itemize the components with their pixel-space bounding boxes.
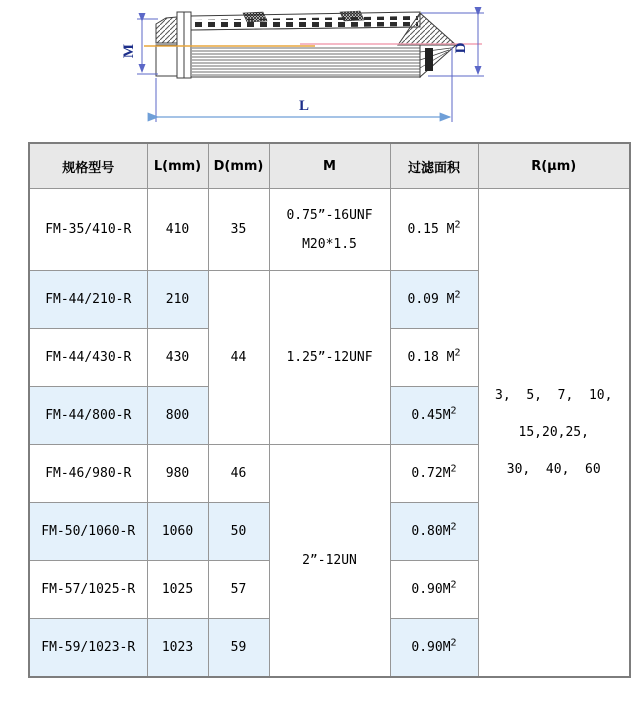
pleat-lines [192,48,452,75]
cell-area [390,189,478,271]
area-sup: 2 [454,347,461,359]
cell-length: 410 [147,189,208,271]
thread-line-2: M20*1.5 [302,236,357,252]
cell-model: FM-59/1023-R [29,619,147,677]
area-sup: 2 [450,405,457,417]
dimension-label-m: M [121,43,137,59]
area-value: 0.09 M [407,292,455,307]
cell-length: 1060 [147,503,208,561]
cell-micron-merged [478,189,630,677]
cell-area [390,387,478,445]
cell-thread-merged: 2”-12UN [269,445,390,677]
cell-model: FM-35/410-R [29,189,147,271]
area-value: 0.45M [411,408,451,423]
cell-area [390,561,478,619]
column-header-micron: R(μm) [478,143,630,189]
area-value: 0.80M [411,524,451,539]
cell-area [390,271,478,329]
cell-model: FM-50/1060-R [29,503,147,561]
cell-model: FM-57/1025-R [29,561,147,619]
cell-diameter: 46 [208,445,269,503]
header-row [29,143,630,189]
cell-length: 1023 [147,619,208,677]
cell-length: 1025 [147,561,208,619]
dimension-label-d: D [453,42,469,54]
spec-table [28,142,631,678]
area-sup: 2 [450,579,457,591]
micron-line-2: 15,20,25, [518,424,589,440]
micron-line-1: 3, 5, 7, 10, [495,387,613,403]
dimension-l [156,47,452,122]
cell-diameter: 57 [208,561,269,619]
column-header-length: L(mm) [147,143,208,189]
area-value: 0.90M [411,582,451,597]
cell-area [390,445,478,503]
collar [177,12,184,78]
area-value: 0.18 M [407,350,455,365]
cell-length: 800 [147,387,208,445]
cell-thread [269,189,390,271]
area-sup: 2 [450,637,457,649]
cell-diameter: 35 [208,189,269,271]
area-value: 0.90M [411,639,451,655]
area-sup: 2 [454,289,461,301]
column-header-diameter: D(mm) [208,143,269,189]
cell-length: 210 [147,271,208,329]
weld-patch [243,12,267,22]
cell-area [390,329,478,387]
cell-thread-merged: 1.25”-12UNF [269,271,390,445]
cell-model: FM-46/980-R [29,445,147,503]
cell-model: FM-44/430-R [29,329,147,387]
thread-line-1: 0.75”-16UNF [286,207,373,223]
technical-drawing [0,0,634,140]
area-value: 0.15 M [407,222,455,237]
table-row [29,189,630,271]
seal-bar [425,48,433,71]
column-header-thread: M [269,143,390,189]
dimension-label-l: L [298,98,310,114]
micron-line-3: 30, 40, 60 [506,461,601,477]
cell-length: 430 [147,329,208,387]
thread-end [156,12,191,78]
cell-length: 980 [147,445,208,503]
area-sup: 2 [450,521,457,533]
weld-patch [340,11,364,21]
cell-area [390,619,478,677]
cell-model: FM-44/210-R [29,271,147,329]
area-sup: 2 [454,219,461,231]
area-value: 0.72M [411,466,451,481]
collar [184,12,191,78]
cell-diameter: 59 [208,619,269,677]
cell-diameter: 50 [208,503,269,561]
cell-diameter-merged: 44 [208,271,269,445]
column-header-model: 规格型号 [29,143,147,189]
cell-area [390,503,478,561]
cell-model: FM-44/800-R [29,387,147,445]
area-sup: 2 [450,463,457,475]
column-header-filter-area: 过滤面积 [390,143,478,189]
